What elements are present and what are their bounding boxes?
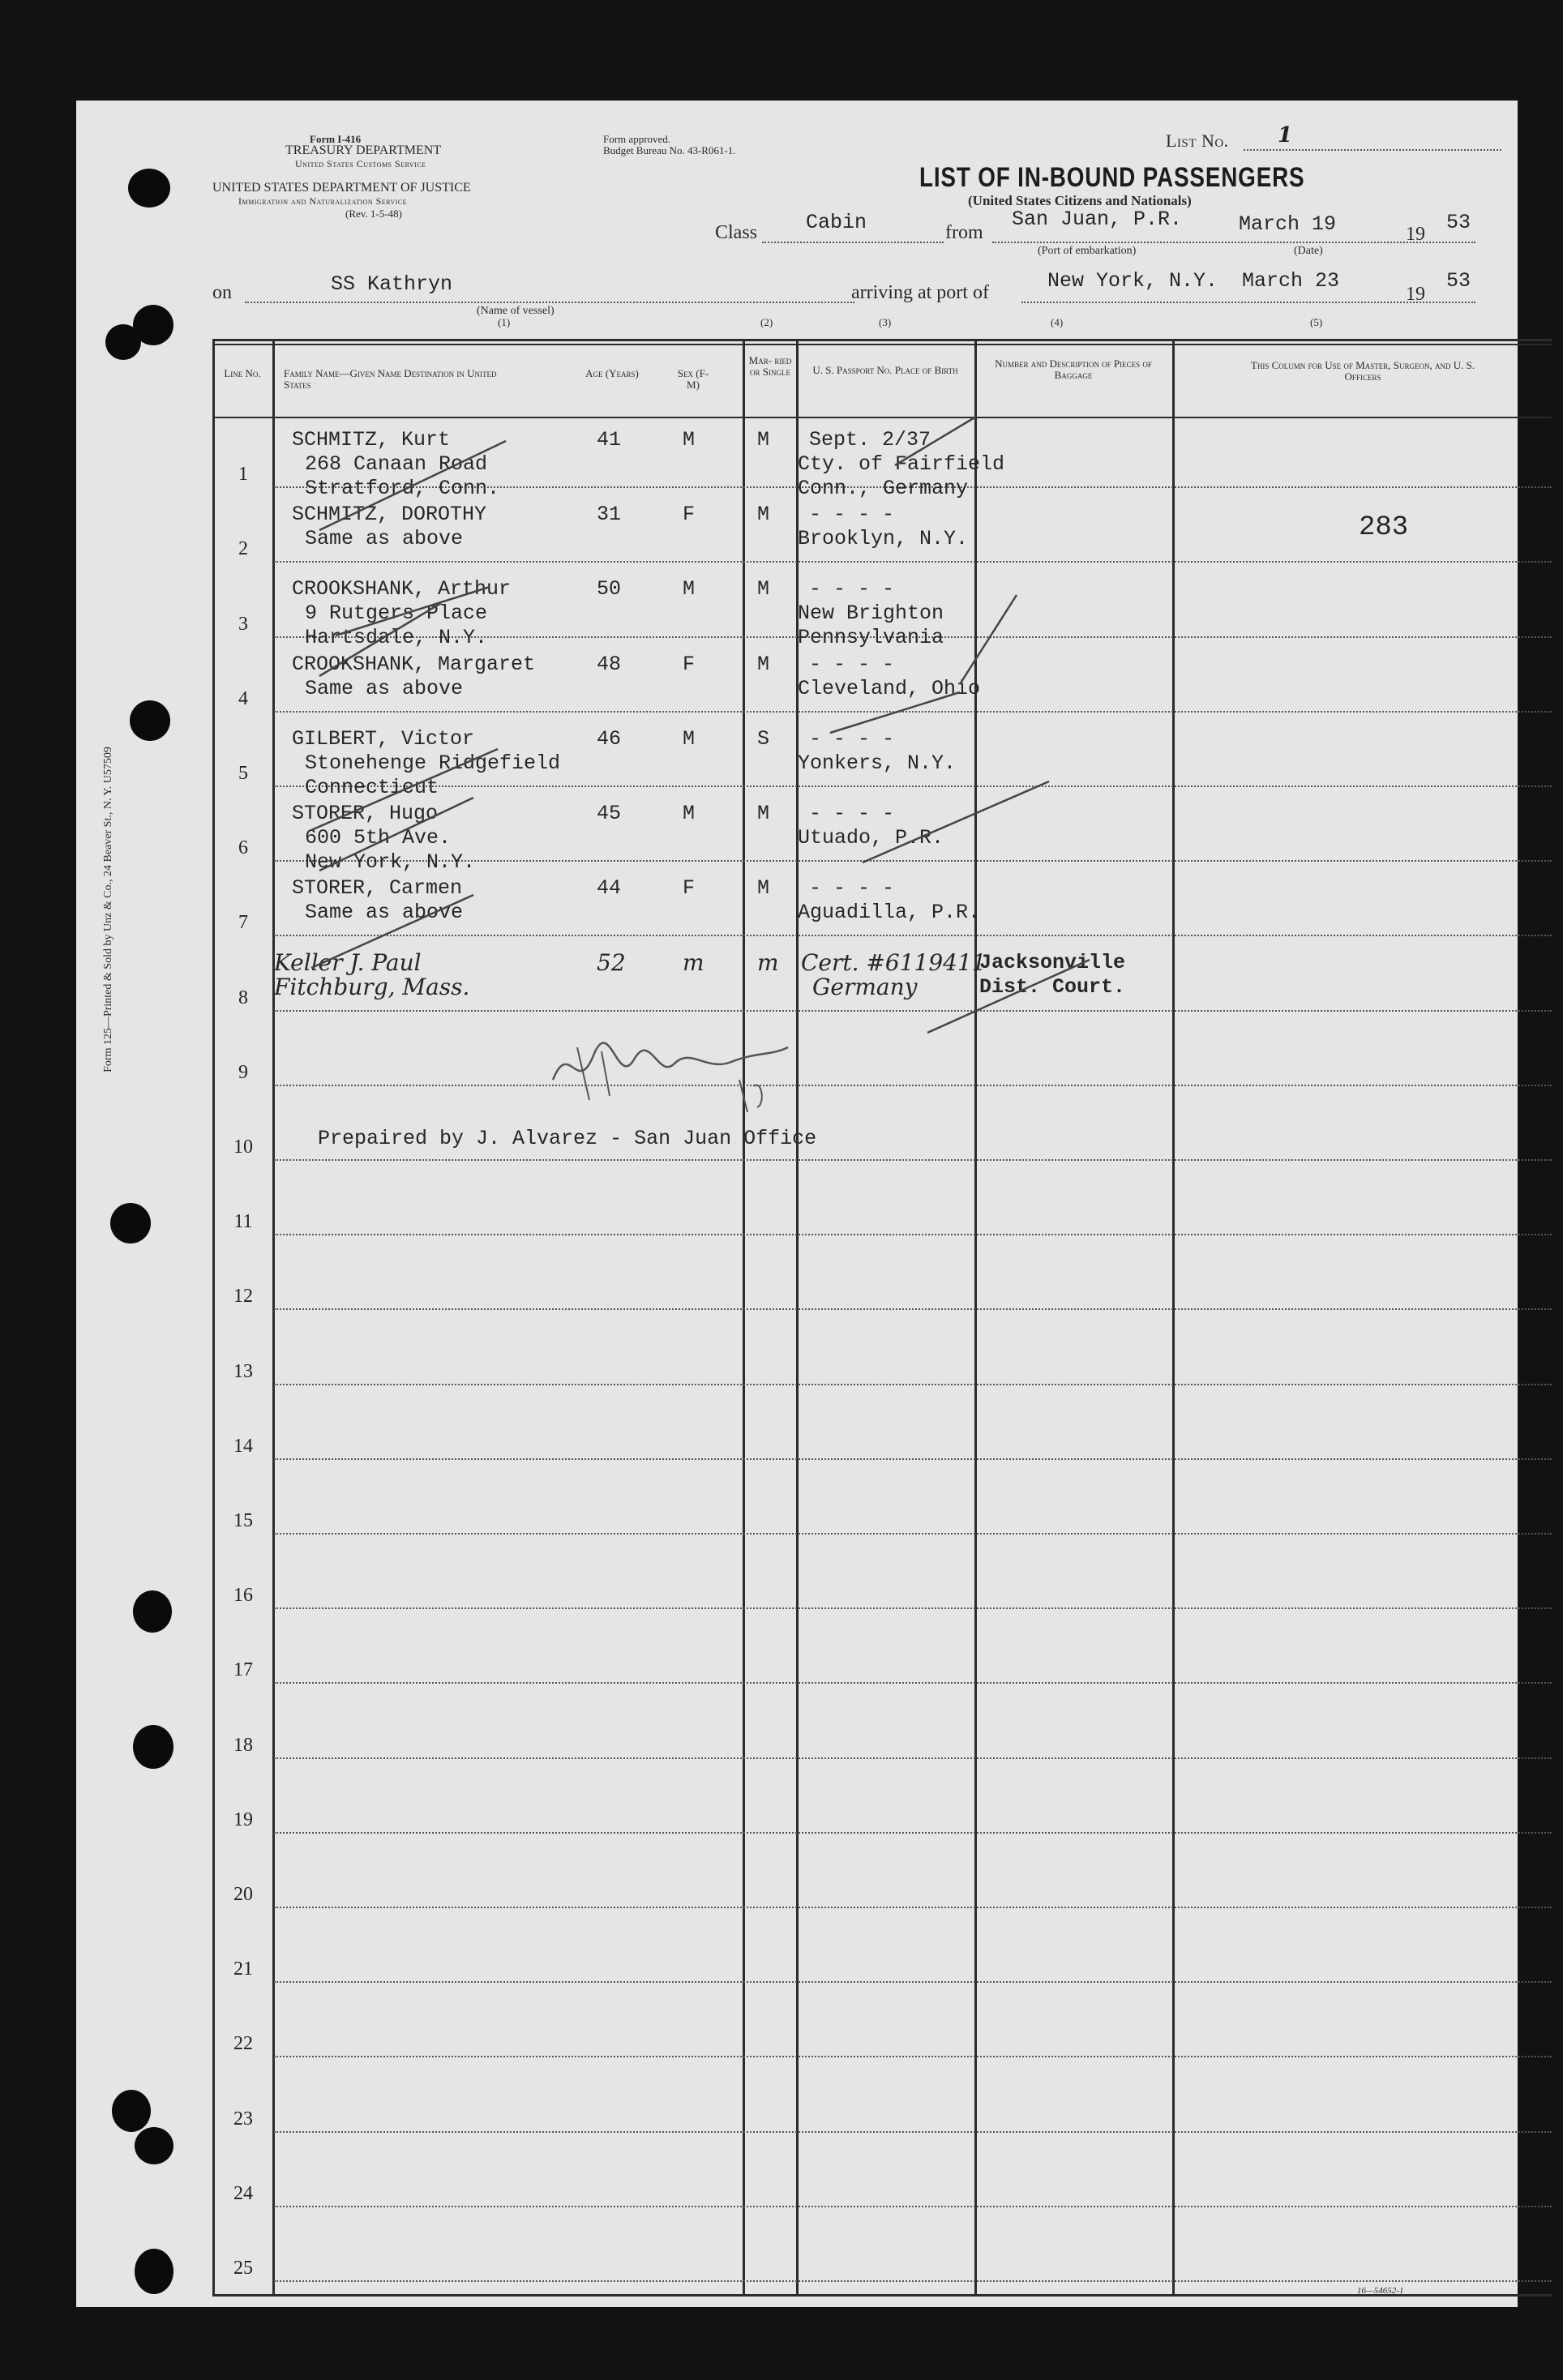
col-number-3: (3) [879,316,892,328]
passenger-pp-cell: Brooklyn, N.Y. [798,527,969,551]
passenger-ms-cell: M [757,503,770,527]
line-number: 10 [233,1136,253,1158]
depart-year: 53 [1446,211,1471,234]
passenger-age-cell: 52 [597,949,626,977]
passenger-pp-cell: Cleveland, Ohio [798,676,981,700]
from-line [992,242,1475,243]
passenger-sex-cell: m [683,949,704,977]
header-officers: This Column for Use of Master, Surgeon, and U. S. Officers [1250,359,1475,383]
line-number: 23 [233,2108,253,2130]
dept-immigration: Immigration and Naturalization Service [238,195,408,207]
line-number: 1 [238,464,248,486]
on-label: on [212,282,232,303]
passenger-pp-cell: Utuado, P.R. [798,826,944,850]
passenger-pp-cell: Germany [812,974,918,1001]
passenger-sex-cell: F [683,503,696,527]
row-divider [274,1308,1552,1310]
passenger-age-cell: 48 [597,652,622,676]
line-number: 12 [233,1286,253,1308]
row-divider [274,1832,1552,1834]
port-caption: (Port of embarkation) [1038,245,1137,257]
class-line [762,242,944,243]
year-prefix: 19 [1406,284,1425,305]
col-number-2: (2) [760,316,773,328]
side-print: Form 125—Printed & Sold by Unz & Co., 24 Beaver St., N. Y. U57509 [102,747,114,1072]
row-divider [274,1234,1552,1235]
punch-hole [133,1725,173,1769]
col-number-5: (5) [1310,316,1323,328]
class-value: Cabin [806,211,867,234]
passenger-dest-cell: Fitchburg, Mass. [274,974,470,1001]
line-number: 14 [233,1435,253,1457]
arrival-port: New York, N.Y. [1047,269,1218,293]
passenger-sex-cell: M [683,577,696,601]
row-divider [274,2280,1552,2282]
line-number: 15 [233,1510,253,1531]
from-label: from [945,222,983,243]
line-number: 18 [233,1734,253,1756]
passenger-sex-cell: F [683,876,696,901]
vessel-name: SS Kathryn [331,272,453,296]
passenger-age-cell: 50 [597,577,622,601]
passenger-pp-cell: - - - - [809,876,895,901]
row-divider [274,1682,1552,1684]
row-divider [274,1458,1552,1460]
depart-date: March 19 [1239,212,1337,236]
passenger-sex-cell: M [683,428,696,452]
passenger-ms-cell: M [757,652,770,676]
line-number: 22 [233,2033,253,2055]
passenger-ms-cell: M [757,802,770,825]
header-married: Mar- ried or Single [748,354,792,378]
header-sex: Sex (F-M) [677,367,709,391]
passenger-pp-cell: - - - - [809,652,895,676]
row-divider [274,2131,1552,2133]
year-prefix: 19 [1406,224,1425,245]
arriving-label: arriving at port of [851,282,989,303]
passenger-baggage-cell: Dist. Court. [979,975,1126,1000]
list-no-line [1244,149,1501,151]
vessel-caption: (Name of vessel) [477,305,555,317]
page-subtitle: (United States Citizens and Nationals) [968,193,1192,208]
passenger-ms-cell: M [757,876,770,901]
passenger-sex-cell: M [683,726,696,751]
passenger-age-cell: 31 [597,503,622,527]
passenger-pp-cell: Cert. #6119411 [801,949,987,977]
manifest-sheet [76,101,1518,2307]
row-divider [274,1981,1552,1983]
row-divider [274,2056,1552,2057]
dept-justice: UNITED STATES DEPARTMENT OF JUSTICE [212,181,471,195]
passenger-name-cell: SCHMITZ, DOROTHY [292,503,487,527]
header-passport: U. S. Passport No. Place of Birth [812,364,958,376]
passenger-ms-cell: M [757,577,770,601]
passenger-dest-cell: 600 5th Ave. [305,826,452,850]
prepared-note: Prepaired by J. Alvarez - San Juan Office [318,1127,817,1150]
line-number: 16 [233,1585,253,1607]
header-age: Age (Years) [585,367,639,379]
line-number: 24 [233,2182,253,2204]
passenger-age-cell: 41 [597,428,622,452]
passenger-name-cell: Keller J. Paul [274,949,422,977]
passenger-pp-cell: - - - - [809,577,895,601]
punch-hole [110,1203,151,1244]
line-number: 8 [238,987,248,1008]
line-number: 2 [238,538,248,560]
passenger-name-cell: STORER, Hugo [292,802,439,825]
passenger-dest-cell: Hartsdale, N.Y. [305,626,488,650]
vessel-line [245,302,854,303]
line-number: 3 [238,613,248,635]
punch-hole [130,700,170,741]
header-baggage: Number and Description of Pieces of Baggage [995,357,1152,381]
punch-hole [105,324,141,360]
passenger-pp-cell: Aguadilla, P.R. [798,901,981,925]
passenger-dest-cell: Stratford, Conn. [305,477,500,500]
passenger-ms-cell: M [757,428,770,452]
passenger-dest-cell: 268 Canaan Road [305,452,488,476]
col-number-1: (1) [498,316,511,328]
line-number: 19 [233,1809,253,1830]
line-number: 9 [238,1061,248,1083]
line-number: 11 [233,1211,253,1233]
line-number: 17 [233,1659,253,1681]
line-number: 13 [233,1360,253,1382]
line-number: 7 [238,912,248,934]
row-divider [274,1907,1552,1908]
dept-customs: United States Customs Service [295,158,426,169]
passenger-pp-cell: - - - - [809,802,895,825]
passenger-dest-cell: Same as above [305,676,464,700]
passenger-ms-cell: S [757,726,770,751]
list-no-value: 1 [1278,123,1293,148]
arrival-year: 53 [1446,269,1471,293]
header-name: Family Name—Given Name Destination in United States [284,367,497,391]
punch-hole [128,169,170,208]
passenger-pp-cell: Cty. of Fairfield [798,452,1005,476]
class-label: Class [715,222,758,243]
passenger-name-cell: STORER, Carmen [292,876,463,901]
passenger-age-cell: 45 [597,802,622,825]
passenger-age-cell: 44 [597,876,622,901]
form-number: Form I-416 [310,133,362,145]
passenger-name-cell: SCHMITZ, Kurt [292,428,451,452]
officer-note: 283 [1359,512,1409,543]
passenger-pp-cell: New Brighton [798,601,944,626]
passenger-name-cell: CROOKSHANK, Margaret [292,652,536,676]
row-divider [274,2206,1552,2207]
line-number: 4 [238,687,248,709]
passenger-ms-cell: m [757,949,779,977]
passenger-dest-cell: 9 Rutgers Place [305,601,488,626]
passenger-pp-cell: Yonkers, N.Y. [798,751,957,775]
passenger-pp-cell: Pennsylvania [798,626,944,650]
passenger-dest-cell: Connecticut [305,775,439,799]
passenger-sex-cell: M [683,802,696,825]
line-number: 20 [233,1884,253,1905]
passenger-sex-cell: F [683,652,696,676]
footer-code: 16—54652-1 [1357,2286,1404,2296]
row-divider [274,1159,1552,1161]
passenger-dest-cell: New York, N.Y. [305,850,476,874]
passenger-baggage-cell: Jacksonville [979,951,1126,975]
arrival-date: March 23 [1242,269,1340,293]
form-revision: (Rev. 1-5-48) [345,208,402,220]
col-number-4: (4) [1051,316,1064,328]
passenger-name-cell: GILBERT, Victor [292,726,475,751]
row-divider [274,1384,1552,1385]
line-number: 21 [233,1958,253,1980]
passenger-pp-cell: Sept. 2/37 [809,428,931,452]
check-marks [230,409,1203,1138]
punch-hole [135,2127,173,2164]
passenger-pp-cell: - - - - [809,503,895,527]
list-no-label: List No. [1166,131,1229,151]
row-divider [274,1607,1552,1609]
form-approved: Form approved. [603,133,671,145]
header-line-no: Line No. [224,367,261,379]
passenger-dest-cell: Same as above [305,527,464,551]
line-number: 6 [238,837,248,859]
punch-hole [112,2090,151,2132]
punch-hole [135,2249,173,2294]
row-divider [274,1757,1552,1759]
embark-port: San Juan, P.R. [1012,208,1183,231]
punch-hole [133,1590,172,1633]
passenger-dest-cell: Stonehenge Ridgefield [305,751,561,775]
date-caption: (Date) [1294,245,1323,257]
page-title: LIST OF IN-BOUND PASSENGERS [919,162,1305,193]
passenger-name-cell: CROOKSHANK, Arthur [292,577,512,601]
row-divider [274,1533,1552,1535]
dept-treasury: TREASURY DEPARTMENT [285,143,442,157]
passenger-pp-cell: Conn., Germany [798,477,969,500]
passenger-dest-cell: Same as above [305,901,464,925]
line-number: 5 [238,763,248,784]
passenger-age-cell: 46 [597,726,622,751]
line-number: 25 [233,2258,253,2279]
passenger-pp-cell: - - - - [809,726,895,751]
budget-bureau: Budget Bureau No. 43-R061-1. [603,144,736,156]
